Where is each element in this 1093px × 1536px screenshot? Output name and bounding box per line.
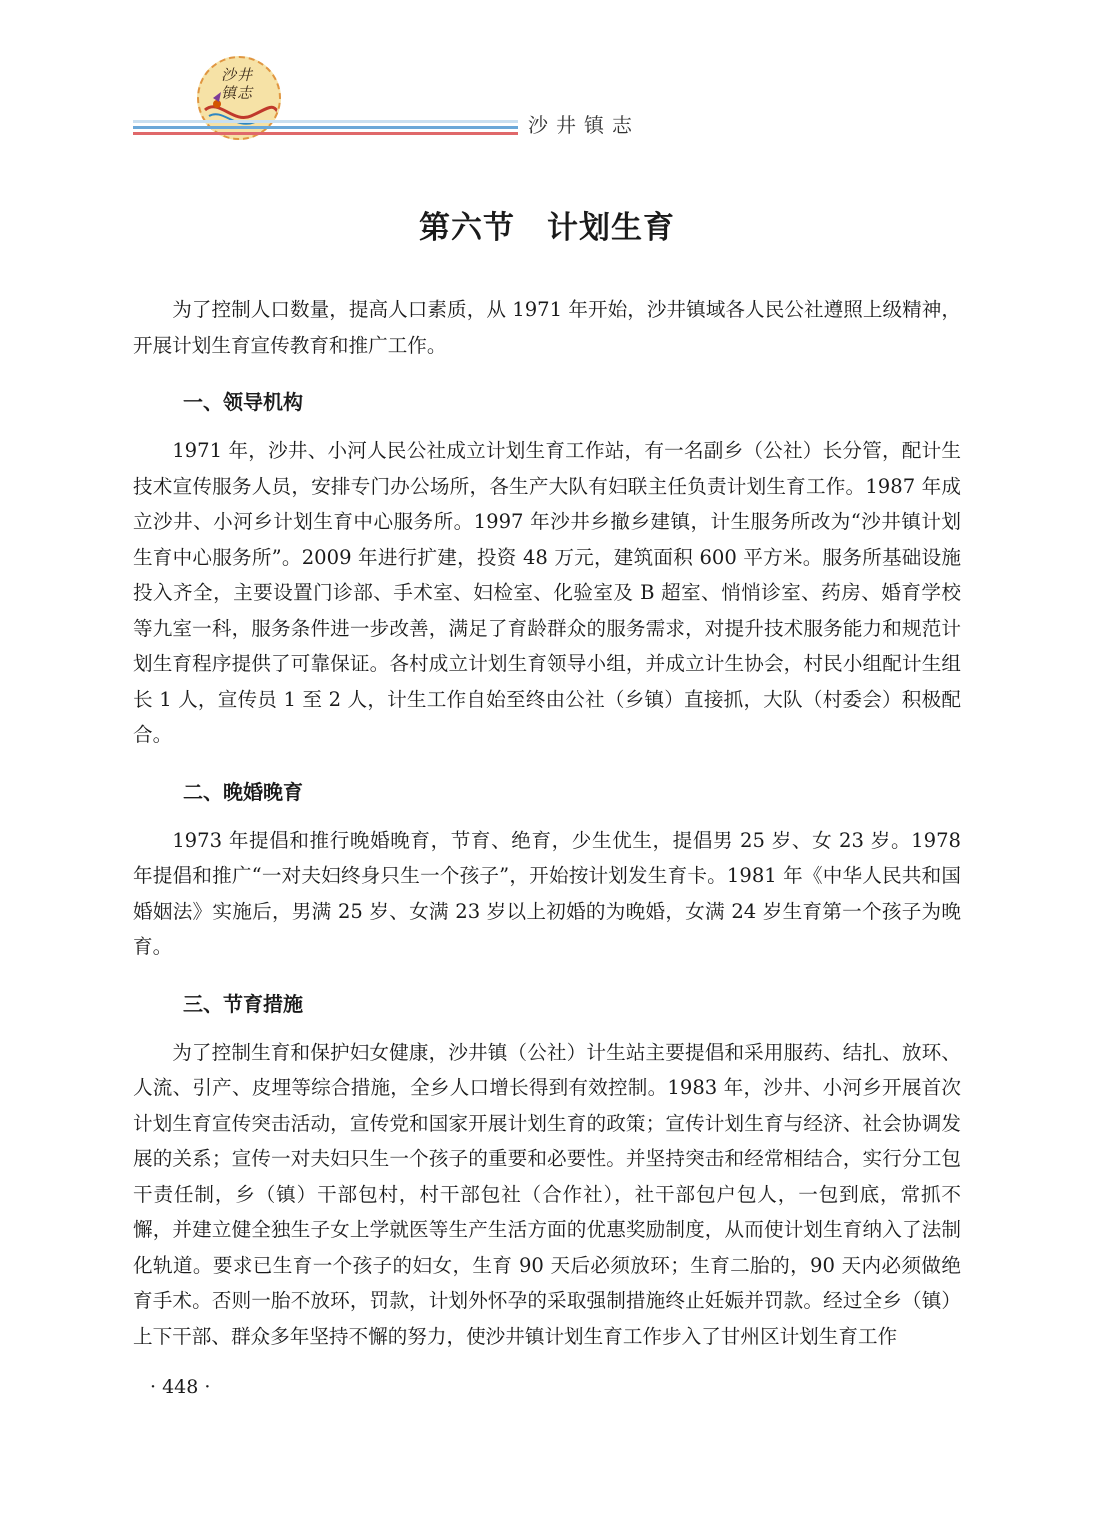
intro-paragraph: 为了控制人口数量，提高人口素质，从 1971 年开始，沙井镇域各人民公社遵照上级精神，开展计划生育宣传教育和推广工作。 xyxy=(133,298,961,357)
paragraph-leadership: 1971 年，沙井、小河人民公社成立计划生育工作站，有一名副乡（公社）长分管，配计生技术宣传服务人员，安排专门办公场所，各生产大队有妇联主任负责计划生育工作。1987 年成立沙井、小河乡计划生育中心服务所。1997 年沙井乡撤乡建镇，计生服务所改为“沙井镇计划生育中心服务所”。2009 年进行扩建，投资 48 万元，建筑面积 600 平方米。服务所基础设施投入齐全，主要设置门诊部、手术室、妇检室、化验室及 B 超室、悄悄诊室、药房、婚育学校等九室一科，服务条件进一步改善，满足了育龄群众的服务需求，对提升技术服务能力和规范计划生育程序提供了可靠保证。各村成立计划生育领导小组，并成立计生协会，村民小组配计生组长 1 人，宣传员 1 至 2 人，计生工作自始至终由公社（乡镇）直接抓，大队（村委会）积极配合。 xyxy=(133,439,961,746)
logo-text: 沙井 镇志 xyxy=(221,66,254,102)
subheading-late-marriage: 二、晚婚晚育 xyxy=(183,779,303,804)
paragraph-late-marriage: 1973 年提倡和推行晚婚晚育，节育、绝育，少生优生，提倡男 25 岁、女 23 岁。1978 年提倡和推广“一对夫妇终身只生一个孩子”，开始按计划发生育卡。1981 年《中华人民共和国婚姻法》实施后，男满 25 岁、女满 23 岁以上初婚的为晚婚，女满 24 岁生育第一个孩子为晚育。 xyxy=(133,828,961,958)
header-rule-blue xyxy=(133,126,518,129)
page-header xyxy=(0,0,1093,150)
page-number: · 448 · xyxy=(150,1376,211,1398)
section-title: 第六节 计划生育 xyxy=(419,210,675,246)
header-rule-light xyxy=(133,120,518,123)
running-title: 沙井镇志 xyxy=(528,113,640,137)
header-rule-red xyxy=(133,132,518,135)
subheading-leadership: 一、领导机构 xyxy=(183,390,303,414)
paragraph-contraception: 为了控制生育和保护妇女健康，沙井镇（公社）计生站主要提倡和采用服药、结扎、放环、人流、引产、皮埋等综合措施，全乡人口增长得到有效控制。1983 年，沙井、小河乡开展首次计划生育宣传突击活动，宣传党和国家开展计划生育的政策；宣传计划生育与经济、社会协调发展的关系；宣传一对夫妇只生一个孩子的重要和必要性。并坚持突击和经常相结合，实行分工包干责任制，乡（镇）干部包村，村干部包社（合作社），社干部包户包人，一包到底，常抓不懈，并建立健全独生子女上学就医等生产生活方面的优惠奖励制度，从而使计划生育纳入了法制化轨道。要求已生育一个孩子的妇女，生育 90 天后必须放环；生育二胎的，90 天内必须做绝育手术。否则一胎不放环，罚款，计划外怀孕的采取强制措施终止妊娠并罚款。经过全乡（镇）上下干部、群众多年坚持不懈的努力，使沙井镇计划生育工作步入了甘州区计划生育工作 xyxy=(133,1040,961,1348)
page-content xyxy=(133,200,961,1354)
subheading-contraception: 三、节育措施 xyxy=(183,991,303,1016)
